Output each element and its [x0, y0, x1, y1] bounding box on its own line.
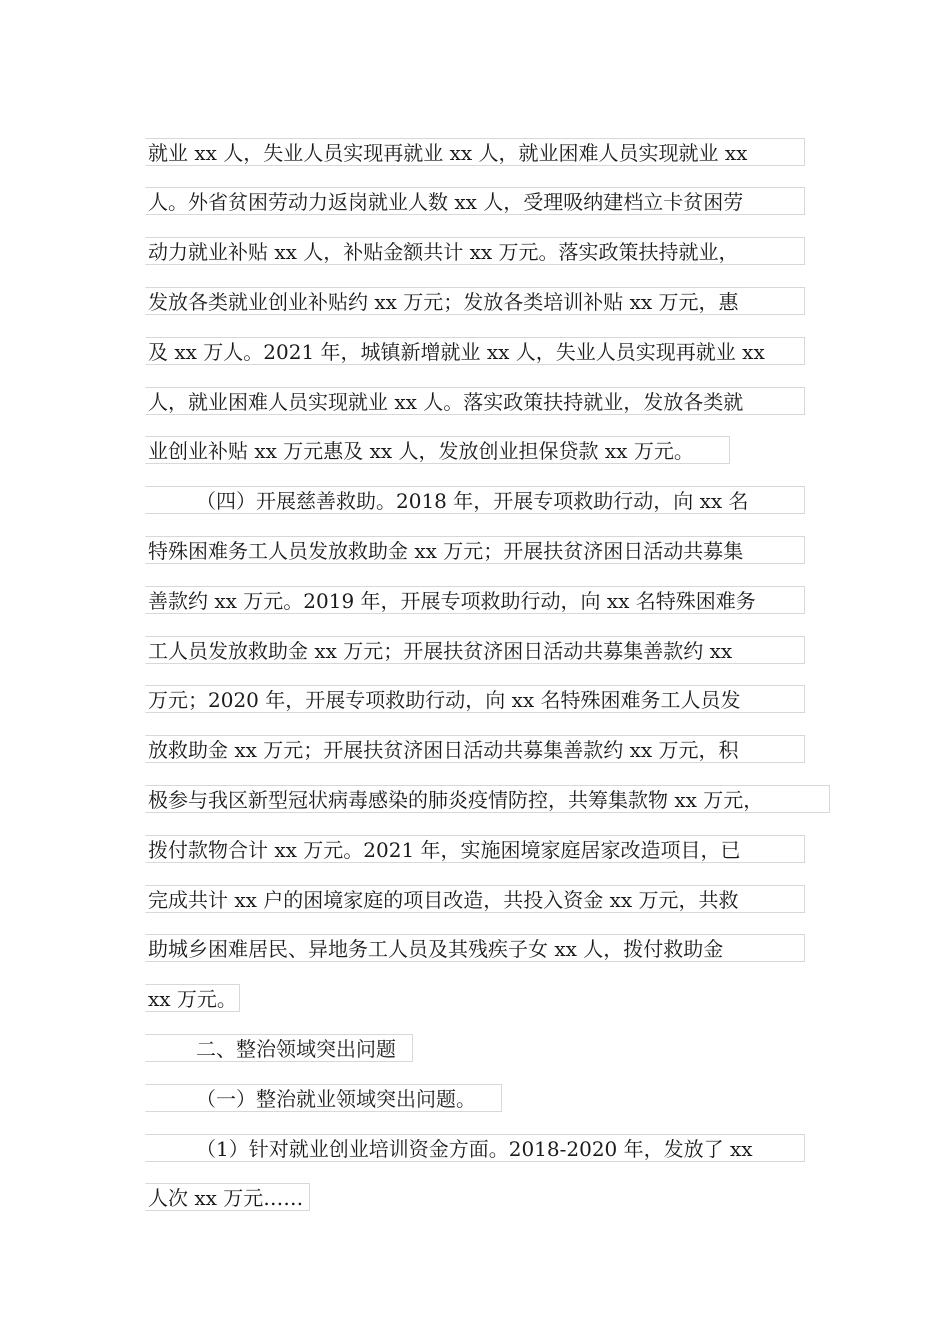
text-line: 及 xx 万人。2021 年，城镇新增就业 xx 人，失业人员实现再就业 xx — [145, 337, 805, 365]
text-line: 放救助金 xx 万元；开展扶贫济困日活动共募集善款约 xx 万元，积 — [145, 735, 805, 763]
text-line: 发放各类就业创业补贴约 xx 万元；发放各类培训补贴 xx 万元，惠 — [145, 287, 805, 315]
text-line: 人次 xx 万元…… — [145, 1183, 310, 1211]
text-line: （1）针对就业创业培训资金方面。2018-2020 年，发放了 xx — [145, 1134, 805, 1162]
text-line: 极参与我区新型冠状病毒感染的肺炎疫情防控，共筹集款物 xx 万元， — [145, 785, 830, 813]
text-line: 动力就业补贴 xx 人，补贴金额共计 xx 万元。落实政策扶持就业， — [145, 237, 805, 265]
text-line: 人。外省贫困劳动力返岗就业人数 xx 人，受理吸纳建档立卡贫困劳 — [145, 187, 805, 215]
text-line: xx 万元。 — [145, 984, 240, 1012]
text-line: 拨付款物合计 xx 万元。2021 年，实施困境家庭居家改造项目，已 — [145, 835, 805, 863]
text-line: 助城乡困难居民、异地务工人员及其残疾子女 xx 人，拨付救助金 — [145, 934, 805, 962]
text-line: 特殊困难务工人员发放救助金 xx 万元；开展扶贫济困日活动共募集 — [145, 536, 805, 564]
text-line: 工人员发放救助金 xx 万元；开展扶贫济困日活动共募集善款约 xx — [145, 636, 805, 664]
text-line: 善款约 xx 万元。2019 年，开展专项救助行动，向 xx 名特殊困难务 — [145, 586, 805, 614]
subsection-heading: （一）整治就业领域突出问题。 — [145, 1084, 502, 1112]
text-line: 完成共计 xx 户的困境家庭的项目改造，共投入资金 xx 万元，共救 — [145, 885, 805, 913]
text-line: 万元；2020 年，开展专项救助行动，向 xx 名特殊困难务工人员发 — [145, 685, 805, 713]
text-line: 人，就业困难人员实现就业 xx 人。落实政策扶持就业，发放各类就 — [145, 387, 805, 415]
paragraph-heading-line: （四）开展慈善救助。2018 年，开展专项救助行动，向 xx 名 — [145, 486, 805, 514]
section-heading: 二、整治领域突出问题 — [145, 1034, 413, 1062]
text-line: 业创业补贴 xx 万元惠及 xx 人，发放创业担保贷款 xx 万元。 — [145, 436, 730, 464]
text-line: 就业 xx 人，失业人员实现再就业 xx 人，就业困难人员实现就业 xx — [145, 138, 805, 166]
